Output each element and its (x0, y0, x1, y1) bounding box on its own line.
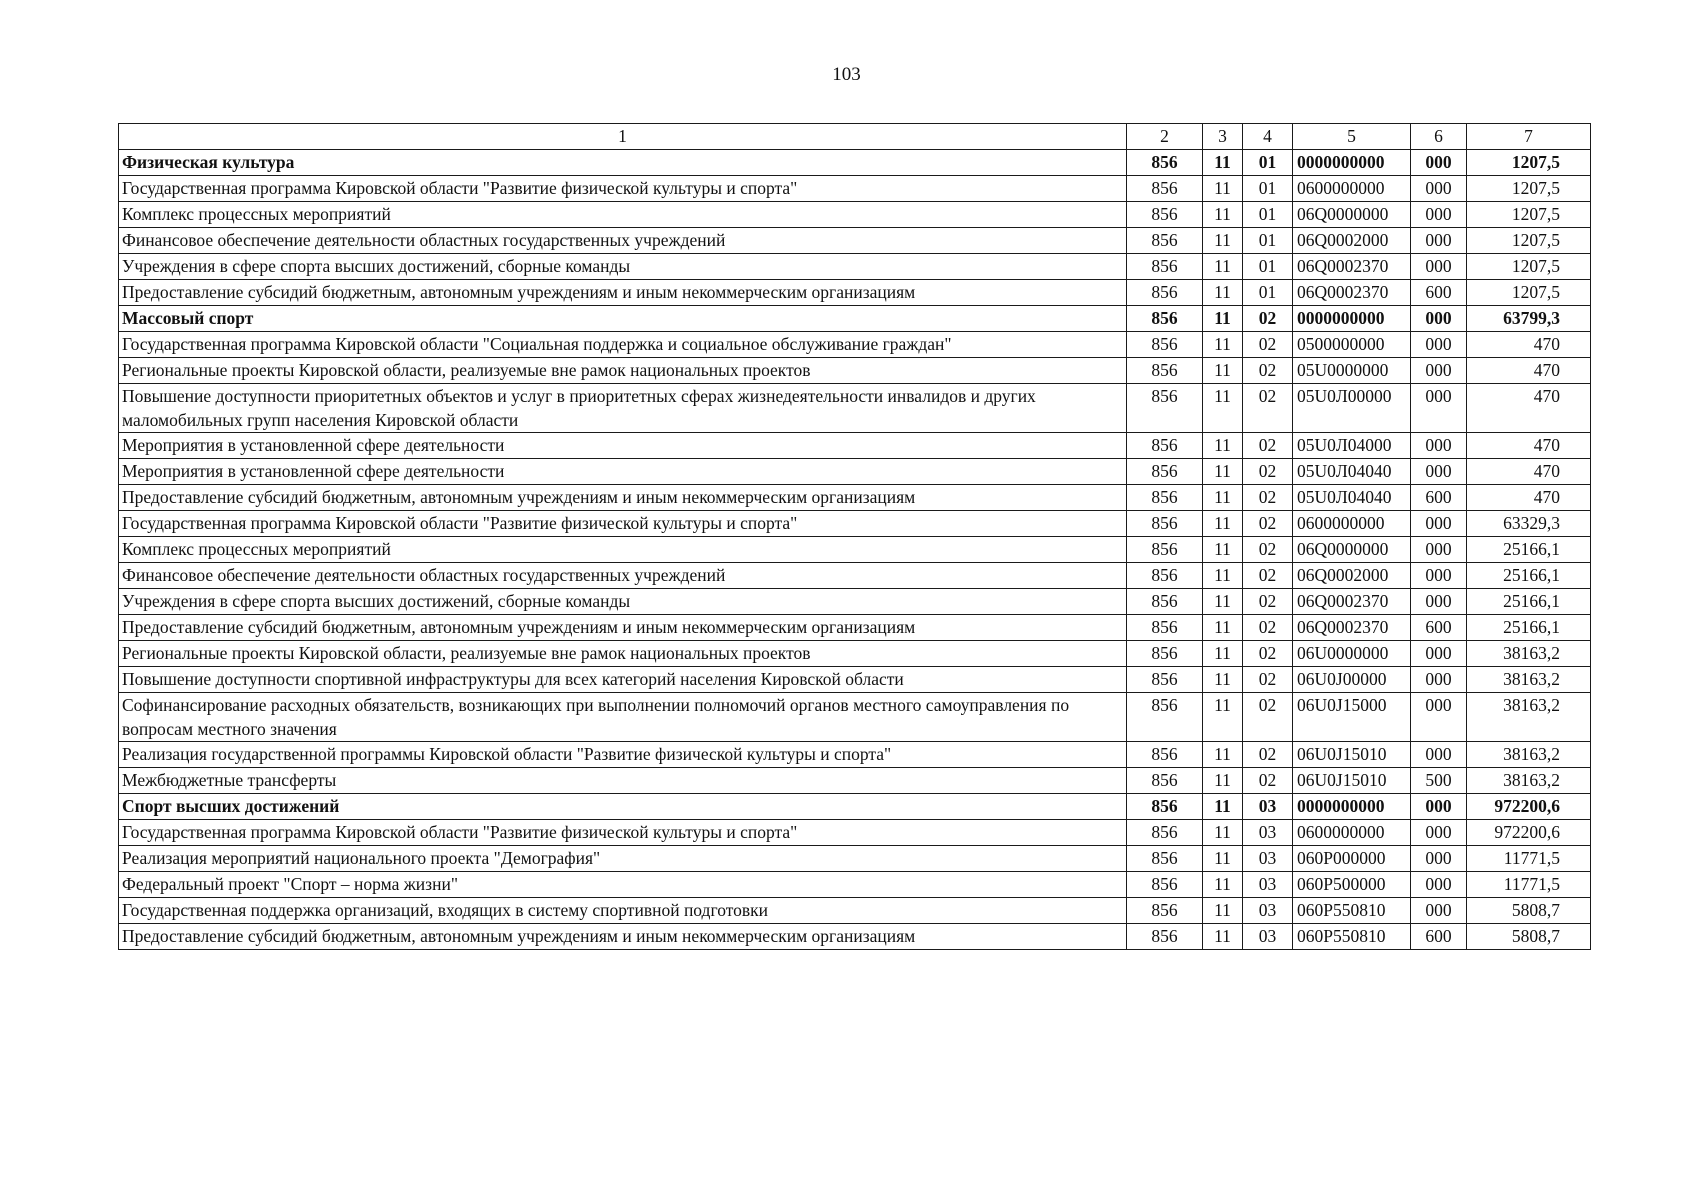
row-subsection-code: 01 (1243, 254, 1293, 280)
row-section-code: 11 (1203, 872, 1243, 898)
table-row (119, 768, 1591, 794)
row-name: Софинансирование расходных обязательств, возникающих при выполнении полномочий органов местного самоуправления по вопросам местного значения (119, 693, 1127, 742)
row-department-code: 856 (1127, 485, 1203, 511)
row-expense-type: 600 (1411, 485, 1467, 511)
row-name: Учреждения в сфере спорта высших достижений, сборные команды (119, 589, 1127, 615)
table-row (119, 511, 1591, 537)
row-expense-type: 000 (1411, 202, 1467, 228)
row-subsection-code: 02 (1243, 485, 1293, 511)
row-department-code: 856 (1127, 537, 1203, 563)
row-section-code: 11 (1203, 280, 1243, 306)
row-section-code: 11 (1203, 924, 1243, 950)
row-amount: 5808,7 (1467, 924, 1591, 950)
table-row (119, 306, 1591, 332)
column-header-2: 2 (1127, 124, 1203, 150)
row-target-article: 06Q0002000 (1293, 563, 1411, 589)
row-section-code: 11 (1203, 742, 1243, 768)
row-target-article: 05U0Л04040 (1293, 485, 1411, 511)
row-amount: 972200,6 (1467, 794, 1591, 820)
row-expense-type: 000 (1411, 693, 1467, 742)
row-target-article: 06Q0000000 (1293, 202, 1411, 228)
row-target-article: 060P550810 (1293, 898, 1411, 924)
row-expense-type: 000 (1411, 306, 1467, 332)
row-name: Предоставление субсидий бюджетным, автономным учреждениям и иным некоммерческим организациям (119, 485, 1127, 511)
row-subsection-code: 03 (1243, 924, 1293, 950)
row-target-article: 06Q0002370 (1293, 589, 1411, 615)
row-department-code: 856 (1127, 332, 1203, 358)
row-section-code: 11 (1203, 384, 1243, 433)
row-department-code: 856 (1127, 511, 1203, 537)
table-row (119, 358, 1591, 384)
row-target-article: 06Q0002370 (1293, 615, 1411, 641)
row-name: Предоставление субсидий бюджетным, автономным учреждениям и иным некоммерческим организациям (119, 924, 1127, 950)
row-expense-type: 000 (1411, 228, 1467, 254)
row-department-code: 856 (1127, 641, 1203, 667)
row-section-code: 11 (1203, 641, 1243, 667)
row-section-code: 11 (1203, 433, 1243, 459)
table-row (119, 615, 1591, 641)
row-amount: 470 (1467, 485, 1591, 511)
table-row (119, 667, 1591, 693)
row-target-article: 06U0J15000 (1293, 693, 1411, 742)
row-expense-type: 000 (1411, 872, 1467, 898)
row-section-code: 11 (1203, 332, 1243, 358)
row-amount: 1207,5 (1467, 280, 1591, 306)
table-row (119, 228, 1591, 254)
row-amount: 63329,3 (1467, 511, 1591, 537)
row-name: Государственная программа Кировской области "Социальная поддержка и социальное обслуживание граждан" (119, 332, 1127, 358)
row-expense-type: 000 (1411, 433, 1467, 459)
row-department-code: 856 (1127, 768, 1203, 794)
row-name: Предоставление субсидий бюджетным, автономным учреждениям и иным некоммерческим организациям (119, 280, 1127, 306)
row-department-code: 856 (1127, 254, 1203, 280)
row-section-code: 11 (1203, 768, 1243, 794)
row-name: Комплекс процессных мероприятий (119, 537, 1127, 563)
row-expense-type: 000 (1411, 820, 1467, 846)
row-expense-type: 000 (1411, 459, 1467, 485)
row-target-article: 060P000000 (1293, 846, 1411, 872)
table-row (119, 459, 1591, 485)
row-expense-type: 500 (1411, 768, 1467, 794)
row-department-code: 856 (1127, 306, 1203, 332)
row-amount: 470 (1467, 358, 1591, 384)
row-section-code: 11 (1203, 485, 1243, 511)
row-section-code: 11 (1203, 150, 1243, 176)
row-expense-type: 600 (1411, 280, 1467, 306)
row-expense-type: 000 (1411, 563, 1467, 589)
row-subsection-code: 02 (1243, 589, 1293, 615)
row-subsection-code: 02 (1243, 537, 1293, 563)
table-row (119, 384, 1591, 433)
row-amount: 1207,5 (1467, 150, 1591, 176)
row-section-code: 11 (1203, 459, 1243, 485)
row-target-article: 05U0000000 (1293, 358, 1411, 384)
row-expense-type: 000 (1411, 641, 1467, 667)
row-name: Мероприятия в установленной сфере деятельности (119, 459, 1127, 485)
row-target-article: 06Q0002370 (1293, 254, 1411, 280)
row-amount: 1207,5 (1467, 254, 1591, 280)
column-header-1: 1 (119, 124, 1127, 150)
row-target-article: 0000000000 (1293, 306, 1411, 332)
table-row (119, 332, 1591, 358)
row-name: Государственная программа Кировской области "Развитие физической культуры и спорта" (119, 511, 1127, 537)
row-target-article: 060P500000 (1293, 872, 1411, 898)
row-amount: 25166,1 (1467, 563, 1591, 589)
row-subsection-code: 02 (1243, 768, 1293, 794)
row-name: Спорт высших достижений (119, 794, 1127, 820)
row-name: Финансовое обеспечение деятельности областных государственных учреждений (119, 563, 1127, 589)
row-subsection-code: 02 (1243, 384, 1293, 433)
row-target-article: 06Q0000000 (1293, 537, 1411, 563)
row-subsection-code: 01 (1243, 228, 1293, 254)
table-row (119, 924, 1591, 950)
row-subsection-code: 03 (1243, 846, 1293, 872)
column-header-4: 4 (1243, 124, 1293, 150)
row-department-code: 856 (1127, 872, 1203, 898)
row-department-code: 856 (1127, 898, 1203, 924)
row-amount: 972200,6 (1467, 820, 1591, 846)
row-section-code: 11 (1203, 563, 1243, 589)
row-amount: 1207,5 (1467, 202, 1591, 228)
table-row (119, 820, 1591, 846)
row-target-article: 05U0Л00000 (1293, 384, 1411, 433)
row-expense-type: 000 (1411, 846, 1467, 872)
row-amount: 38163,2 (1467, 768, 1591, 794)
row-name: Федеральный проект "Спорт – норма жизни" (119, 872, 1127, 898)
row-name: Повышение доступности спортивной инфраструктуры для всех категорий населения Кировской области (119, 667, 1127, 693)
row-department-code: 856 (1127, 742, 1203, 768)
row-subsection-code: 03 (1243, 872, 1293, 898)
row-name: Комплекс процессных мероприятий (119, 202, 1127, 228)
row-amount: 38163,2 (1467, 742, 1591, 768)
row-name: Повышение доступности приоритетных объектов и услуг в приоритетных сферах жизнедеятельности инвалидов и других маломобильных групп населения Кировской области (119, 384, 1127, 433)
table-row (119, 742, 1591, 768)
row-amount: 470 (1467, 433, 1591, 459)
table-row (119, 563, 1591, 589)
row-name: Региональные проекты Кировской области, реализуемые вне рамок национальных проектов (119, 358, 1127, 384)
row-name: Предоставление субсидий бюджетным, автономным учреждениям и иным некоммерческим организациям (119, 615, 1127, 641)
row-name: Финансовое обеспечение деятельности областных государственных учреждений (119, 228, 1127, 254)
row-name: Реализация государственной программы Кировской области "Развитие физической культуры и спорта" (119, 742, 1127, 768)
row-department-code: 856 (1127, 228, 1203, 254)
row-section-code: 11 (1203, 898, 1243, 924)
row-name: Массовый спорт (119, 306, 1127, 332)
row-department-code: 856 (1127, 433, 1203, 459)
table-row (119, 254, 1591, 280)
table-row (119, 485, 1591, 511)
row-subsection-code: 02 (1243, 742, 1293, 768)
row-target-article: 06U0J15010 (1293, 742, 1411, 768)
row-department-code: 856 (1127, 924, 1203, 950)
row-department-code: 856 (1127, 384, 1203, 433)
row-subsection-code: 02 (1243, 693, 1293, 742)
row-section-code: 11 (1203, 537, 1243, 563)
table-row (119, 433, 1591, 459)
table-row (119, 846, 1591, 872)
row-target-article: 0600000000 (1293, 820, 1411, 846)
row-amount: 11771,5 (1467, 872, 1591, 898)
row-amount: 470 (1467, 459, 1591, 485)
row-expense-type: 000 (1411, 898, 1467, 924)
row-subsection-code: 02 (1243, 332, 1293, 358)
row-expense-type: 000 (1411, 667, 1467, 693)
row-section-code: 11 (1203, 820, 1243, 846)
row-subsection-code: 02 (1243, 667, 1293, 693)
row-target-article: 0000000000 (1293, 794, 1411, 820)
row-section-code: 11 (1203, 794, 1243, 820)
row-subsection-code: 01 (1243, 202, 1293, 228)
row-section-code: 11 (1203, 306, 1243, 332)
row-subsection-code: 02 (1243, 459, 1293, 485)
row-subsection-code: 02 (1243, 433, 1293, 459)
row-target-article: 0600000000 (1293, 176, 1411, 202)
row-expense-type: 000 (1411, 254, 1467, 280)
table-row (119, 693, 1591, 742)
row-name: Физическая культура (119, 150, 1127, 176)
row-target-article: 0000000000 (1293, 150, 1411, 176)
row-amount: 470 (1467, 332, 1591, 358)
table-row (119, 537, 1591, 563)
row-department-code: 856 (1127, 280, 1203, 306)
row-name: Государственная программа Кировской области "Развитие физической культуры и спорта" (119, 176, 1127, 202)
row-department-code: 856 (1127, 693, 1203, 742)
row-amount: 5808,7 (1467, 898, 1591, 924)
row-target-article: 06U0J00000 (1293, 667, 1411, 693)
row-amount: 1207,5 (1467, 176, 1591, 202)
row-amount: 1207,5 (1467, 228, 1591, 254)
row-amount: 38163,2 (1467, 667, 1591, 693)
row-name: Государственная поддержка организаций, входящих в систему спортивной подготовки (119, 898, 1127, 924)
row-subsection-code: 03 (1243, 794, 1293, 820)
row-target-article: 0600000000 (1293, 511, 1411, 537)
row-section-code: 11 (1203, 615, 1243, 641)
row-department-code: 856 (1127, 667, 1203, 693)
column-header-3: 3 (1203, 124, 1243, 150)
row-name: Мероприятия в установленной сфере деятельности (119, 433, 1127, 459)
row-department-code: 856 (1127, 589, 1203, 615)
row-department-code: 856 (1127, 794, 1203, 820)
row-section-code: 11 (1203, 176, 1243, 202)
row-name: Реализация мероприятий национального проекта "Демография" (119, 846, 1127, 872)
row-expense-type: 600 (1411, 924, 1467, 950)
row-target-article: 0500000000 (1293, 332, 1411, 358)
row-section-code: 11 (1203, 254, 1243, 280)
row-department-code: 856 (1127, 615, 1203, 641)
row-section-code: 11 (1203, 667, 1243, 693)
row-amount: 11771,5 (1467, 846, 1591, 872)
row-section-code: 11 (1203, 693, 1243, 742)
row-expense-type: 000 (1411, 589, 1467, 615)
column-header-5: 5 (1293, 124, 1411, 150)
row-expense-type: 000 (1411, 332, 1467, 358)
row-target-article: 06U0000000 (1293, 641, 1411, 667)
row-expense-type: 000 (1411, 150, 1467, 176)
table-row (119, 641, 1591, 667)
row-subsection-code: 02 (1243, 615, 1293, 641)
row-amount: 38163,2 (1467, 693, 1591, 742)
table-row (119, 872, 1591, 898)
row-amount: 25166,1 (1467, 589, 1591, 615)
row-department-code: 856 (1127, 563, 1203, 589)
row-amount: 25166,1 (1467, 537, 1591, 563)
row-department-code: 856 (1127, 820, 1203, 846)
row-expense-type: 000 (1411, 794, 1467, 820)
row-section-code: 11 (1203, 202, 1243, 228)
row-expense-type: 000 (1411, 742, 1467, 768)
row-subsection-code: 03 (1243, 820, 1293, 846)
row-target-article: 05U0Л04000 (1293, 433, 1411, 459)
row-amount: 38163,2 (1467, 641, 1591, 667)
row-target-article: 05U0Л04040 (1293, 459, 1411, 485)
row-subsection-code: 03 (1243, 898, 1293, 924)
row-department-code: 856 (1127, 846, 1203, 872)
row-subsection-code: 02 (1243, 511, 1293, 537)
row-expense-type: 000 (1411, 511, 1467, 537)
row-section-code: 11 (1203, 228, 1243, 254)
row-department-code: 856 (1127, 459, 1203, 485)
row-subsection-code: 01 (1243, 280, 1293, 306)
table-row (119, 794, 1591, 820)
row-department-code: 856 (1127, 176, 1203, 202)
table-row (119, 280, 1591, 306)
table-row (119, 150, 1591, 176)
row-subsection-code: 02 (1243, 358, 1293, 384)
row-expense-type: 000 (1411, 358, 1467, 384)
table-row (119, 898, 1591, 924)
row-target-article: 06U0J15010 (1293, 768, 1411, 794)
column-header-6: 6 (1411, 124, 1467, 150)
row-section-code: 11 (1203, 511, 1243, 537)
row-expense-type: 000 (1411, 537, 1467, 563)
row-department-code: 856 (1127, 150, 1203, 176)
row-target-article: 06Q0002370 (1293, 280, 1411, 306)
row-department-code: 856 (1127, 358, 1203, 384)
table-body (119, 150, 1591, 950)
table-row (119, 202, 1591, 228)
row-section-code: 11 (1203, 358, 1243, 384)
row-target-article: 06Q0002000 (1293, 228, 1411, 254)
table-row (119, 589, 1591, 615)
row-name: Учреждения в сфере спорта высших достижений, сборные команды (119, 254, 1127, 280)
page-number: 103 (832, 64, 861, 85)
row-name: Государственная программа Кировской области "Развитие физической культуры и спорта" (119, 820, 1127, 846)
column-header-7: 7 (1467, 124, 1591, 150)
header-row (119, 124, 1591, 150)
table-row (119, 176, 1591, 202)
row-subsection-code: 02 (1243, 306, 1293, 332)
row-name: Межбюджетные трансферты (119, 768, 1127, 794)
row-subsection-code: 02 (1243, 563, 1293, 589)
row-target-article: 060P550810 (1293, 924, 1411, 950)
row-amount: 63799,3 (1467, 306, 1591, 332)
row-expense-type: 600 (1411, 615, 1467, 641)
row-amount: 470 (1467, 384, 1591, 433)
row-subsection-code: 02 (1243, 641, 1293, 667)
row-expense-type: 000 (1411, 384, 1467, 433)
row-section-code: 11 (1203, 589, 1243, 615)
row-amount: 25166,1 (1467, 615, 1591, 641)
row-subsection-code: 01 (1243, 150, 1293, 176)
row-subsection-code: 01 (1243, 176, 1293, 202)
budget-table (118, 123, 1591, 950)
row-section-code: 11 (1203, 846, 1243, 872)
row-expense-type: 000 (1411, 176, 1467, 202)
row-name: Региональные проекты Кировской области, реализуемые вне рамок национальных проектов (119, 641, 1127, 667)
row-department-code: 856 (1127, 202, 1203, 228)
